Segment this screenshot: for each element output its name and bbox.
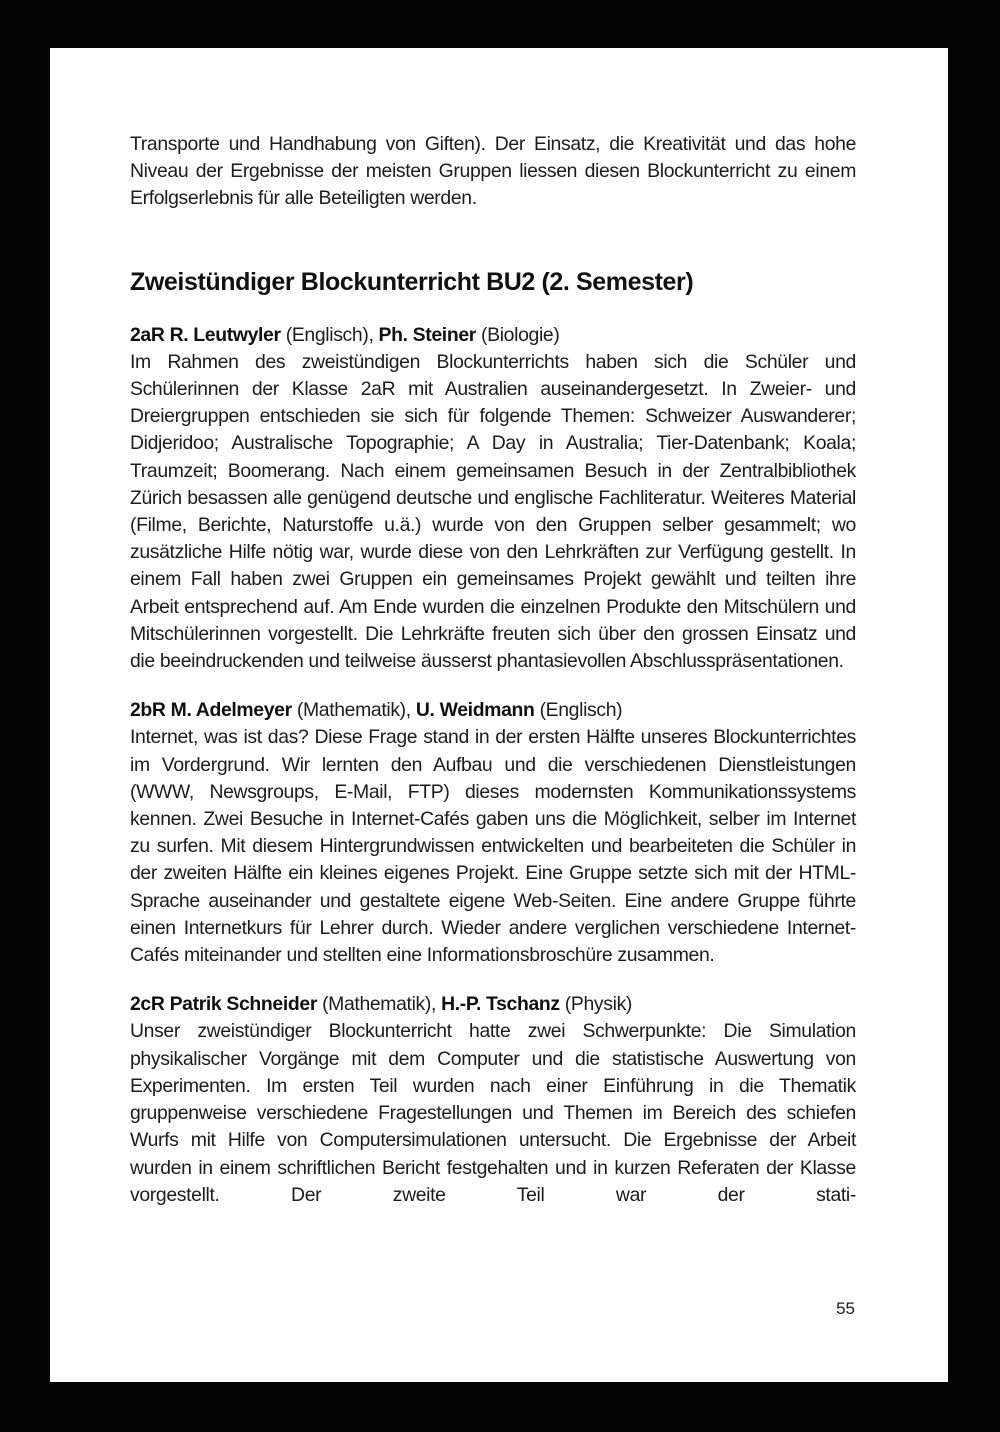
teacher-subject: (Mathematik), xyxy=(296,699,411,722)
entry-heading xyxy=(130,322,856,349)
teacher-name: M. Adelmeyer xyxy=(170,699,292,722)
entry-text: Unser zweistündiger Blockunterricht hatte zwei Schwerpunkte: Die Simulation physikalischer Vorgänge mit dem Computer und die statistische Auswertung von Experimenten. Im ersten Teil wurden nach einer Einführung in die Thematik gruppenweise verschiedene Fragestellungen und Themen im Bereich des schiefen Wurfs mit Hilfe von Computersimulationen untersucht. Die Ergebnisse der Arbeit wurden in einem schriftlichen Bericht festgehalten und in kurzen Referaten der Klasse vorgestellt. Der zweite Teil war der stati- xyxy=(130,1020,856,1206)
teacher-name: Patrik Schneider xyxy=(169,993,318,1016)
document-page xyxy=(50,48,948,1382)
class-label: 2aR xyxy=(130,323,165,346)
teacher-subject: (Physik) xyxy=(564,993,633,1016)
class-label: 2cR xyxy=(130,993,165,1016)
page-content xyxy=(130,131,856,1209)
intro-paragraph: Transporte und Handhabung von Giften). Der Einsatz, die Kreativität und das hohe Niveau der Ergebnisse der meisten Gruppen liessen diesen Blockunterricht zu einem Erfolgserlebnis für alle Beteiligten werden. xyxy=(130,133,856,210)
entry-text: Im Rahmen des zweistündigen Blockunterrichts haben sich die Schüler und Schülerinnen der Klasse 2aR mit Australien auseinandergesetzt. In Zweier- und Dreiergruppen entschieden sie sich für folgende Themen: Schweizer Auswanderer; Didjeridoo; Australische Topographie; A Day in Australia; Tier-Datenbank; Koala; Traumzeit; Boomerang. Nach einem gemeinsamen Besuch in der Zentralbibliothek Zürich besassen alle genügend deutsche und englische Fachliteratur. Weiteres Material (Filme, Berichte, Naturstoffe u.ä.) wurde von den Gruppen selber gesammelt; wo zusätzliche Hilfe nötig war, wurde diese von den Lehrkräften zur Verfügung gestellt. In einem Fall haben zwei Gruppen ein gemeinsames Projekt gewählt und teilten ihre Arbeit entsprechend auf. Am Ende wurden die einzelnen Produkte den Mitschülern und Mitschülerinnen vorgestellt. Die Lehrkräfte freuten sich über den grossen Einsatz und die beeindruckenden und teilweise äusserst phantasievollen Abschlusspräsentationen. xyxy=(130,350,856,673)
teacher-subject: (Englisch) xyxy=(539,699,623,722)
teacher-subject: (Mathematik), xyxy=(322,993,437,1016)
teacher-name: R. Leutwyler xyxy=(169,323,281,346)
entry-text: Internet, was ist das? Diese Frage stand in der ersten Hälfte unseres Blockunterrichtes im Vordergrund. Wir lernten den Aufbau und die verschiedenen Dienstleistungen (WWW, Newsgroups, E-Mail, FTP) dieses modernsten Kommunikationssystems kennen. Zwei Besuche in Internet-Cafés gaben uns die Möglichkeit, selber im Internet zu surfen. Mit diesem Hintergrundwissen entwickelten und bearbeiteten die Schüler in der zweiten Hälfte ein kleines eigenes Projekt. Eine Gruppe setzte sich mit der HTML-Sprache auseinander und gestaltete eigene Web-Seiten. Eine andere Gruppe führte einen Internetkurs für Lehrer durch. Wieder andere verglichen verschiedene Internet-Cafés miteinander und stellten eine Informationsbroschüre zusammen. xyxy=(130,726,856,967)
class-label: 2bR xyxy=(130,699,166,722)
teacher-subject: (Biologie) xyxy=(481,323,560,346)
section-title: Zweistündiger Blockunterricht BU2 (2. Semester) xyxy=(130,267,694,296)
teacher-name: H.-P. Tschanz xyxy=(441,993,560,1016)
entry-heading xyxy=(130,991,856,1018)
page-number: 55 xyxy=(836,1299,855,1318)
entry-2cR xyxy=(130,991,856,1209)
teacher-subject: (Englisch), xyxy=(285,323,374,346)
teacher-name: Ph. Steiner xyxy=(378,323,476,346)
teacher-name: U. Weidmann xyxy=(415,699,535,722)
entry-2bR xyxy=(130,697,856,969)
entry-2aR xyxy=(130,322,856,676)
entry-heading xyxy=(130,697,856,724)
